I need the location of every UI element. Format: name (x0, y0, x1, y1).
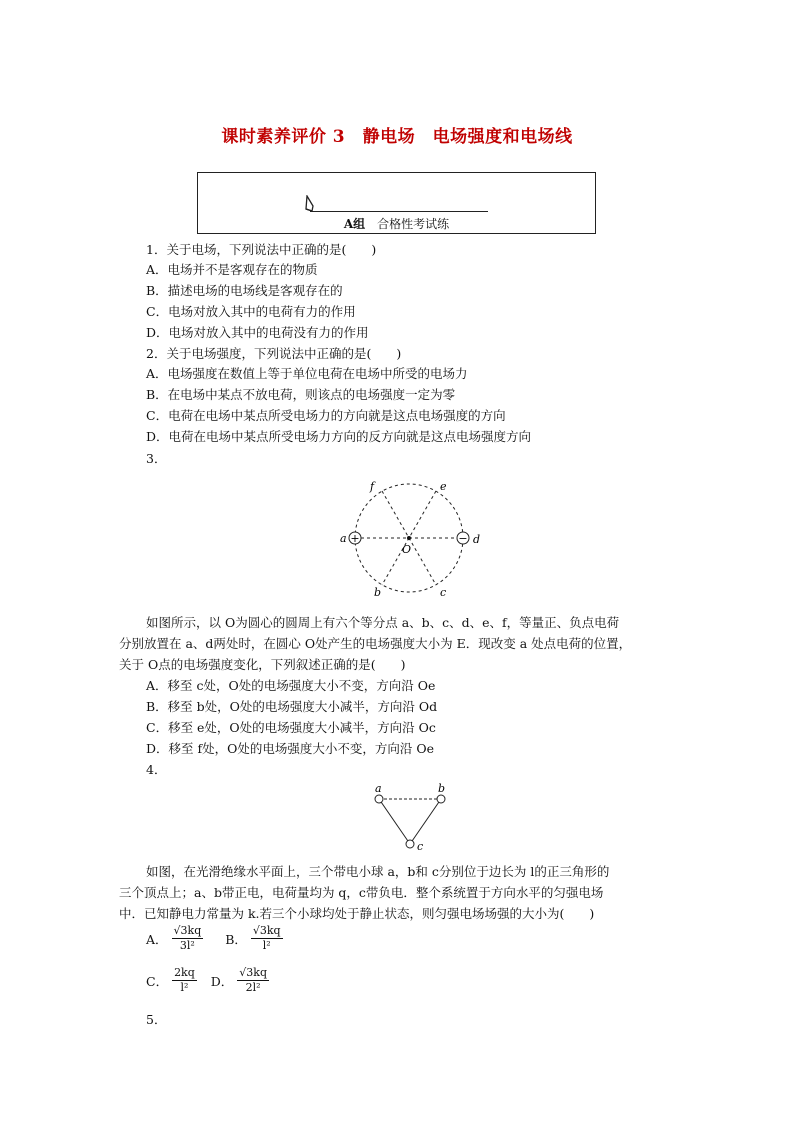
q3-number: 3． (146, 451, 167, 466)
q4-option-c-den: l² (180, 981, 189, 994)
q4-option-b-den: l² (262, 939, 271, 952)
q2-stem: 2．关于电场强度，下列说法中正确的是( ) (146, 346, 402, 361)
section-banner (197, 172, 596, 234)
q4-option-c-num: 2kq (174, 966, 195, 979)
q2-option-d: D．电荷在电场中某点所受电场力方向的反方向就是这点电场强度方向 (146, 429, 532, 444)
minus-sign: − (458, 532, 468, 545)
label-d: d (473, 533, 481, 546)
q4-option-b-letter: B． (225, 931, 247, 947)
banner-text: 合格性考试练 (377, 217, 450, 231)
q3-para-line1: 如图所示，以 O为圆心的圆周上有六个等分点 a、b、c、d、e、f，等量正、负点电荷 (146, 615, 620, 630)
q4-para-line2: 三个顶点上；a、b带正电，电荷量均为 q，c带负电．整个系统置于方向水平的匀强电场 (119, 885, 604, 900)
triangle-figure (368, 782, 458, 854)
q4-option-b-fraction (251, 924, 283, 953)
q3-option-a: A．移至 c处，O处的电场强度大小不变，方向沿 Oe (146, 678, 436, 693)
q2-option-b: B．在电场中某点不放电荷，则该点的电场强度一定为零 (146, 387, 456, 402)
q4-option-a-fraction (172, 924, 204, 953)
q3-option-b: B．移至 b处，O处的电场强度大小减半，方向沿 Od (146, 699, 438, 714)
q4-option-a-letter: A． (146, 931, 168, 947)
q4-option-d-letter: D． (210, 973, 234, 989)
q4-option-c-letter: C． (146, 973, 169, 989)
q4-options-row-1 (146, 924, 283, 953)
q4-para-line3: 中．已知静电力常量为 k.若三个小球均处于静止状态，则匀强电场场强的大小为( ) (119, 906, 595, 921)
q3-para-line2: 分别放置在 a、d两处时，在圆心 O处产生的电场强度大小为 E．现改变 a 处点电荷的位置， (119, 636, 632, 651)
circle-charge-figure (330, 472, 490, 602)
q4-number: 4． (146, 762, 167, 777)
ball-b (437, 795, 445, 803)
q1-option-b: B．描述电场的电场线是客观存在的 (146, 283, 343, 298)
side-ac (379, 799, 410, 844)
q1-option-a: A．电场并不是客观存在的物质 (146, 262, 318, 277)
label-f: f (370, 480, 375, 493)
q4-option-a-num: √3kq (173, 924, 202, 937)
q4-option-d-fraction (237, 966, 269, 995)
label-a: a (340, 532, 347, 545)
plus-sign: + (350, 532, 360, 545)
q2-option-a: A．电场强度在数值上等于单位电荷在电场中所受的电场力 (146, 366, 468, 381)
q1-stem: 1．关于电场，下列说法中正确的是( ) (146, 242, 377, 257)
q4-option-b-num: √3kq (252, 924, 281, 937)
side-bc (410, 799, 441, 844)
label-b: b (374, 586, 382, 599)
banner-rule (310, 211, 488, 212)
q4-para-line1: 如图，在光滑绝缘水平面上，三个带电小球 a，b和 c分别位于边长为 l的正三角形的 (146, 864, 610, 879)
label-a: a (375, 782, 382, 795)
q1-option-c: C．电场对放入其中的电荷有力的作用 (146, 304, 356, 319)
label-o: O (402, 543, 412, 556)
center-point (407, 536, 411, 540)
ball-c (406, 840, 414, 848)
q3-para-line3: 关于 O点的电场强度变化，下列叙述正确的是( ) (119, 657, 406, 672)
banner-label (198, 215, 595, 232)
q1-option-d: D．电场对放入其中的电荷没有力的作用 (146, 325, 369, 340)
label-e: e (440, 480, 447, 493)
banner-group: A组 (343, 217, 366, 231)
label-b: b (438, 782, 446, 795)
label-c: c (417, 840, 424, 853)
q3-option-d: D．移至 f处，O处的电场强度大小不变，方向沿 Oe (146, 741, 434, 756)
q4-option-a-den: 3l² (179, 939, 195, 952)
q4-option-d-den: 2l² (245, 981, 261, 994)
ball-a (375, 795, 383, 803)
q3-option-c: C．移至 e处，O处的电场强度大小减半，方向沿 Oc (146, 720, 436, 735)
label-c: c (440, 586, 447, 599)
page-title: 课时素养评价 3 静电场 电场强度和电场线 (221, 127, 573, 147)
q5-number: 5． (146, 1012, 167, 1027)
q4-options-row-2 (146, 966, 269, 995)
q4-option-c-fraction (172, 966, 197, 995)
q4-option-d-num: √3kq (239, 966, 267, 979)
q2-option-c: C．电荷在电场中某点所受电场力的方向就是这点电场强度的方向 (146, 408, 506, 423)
